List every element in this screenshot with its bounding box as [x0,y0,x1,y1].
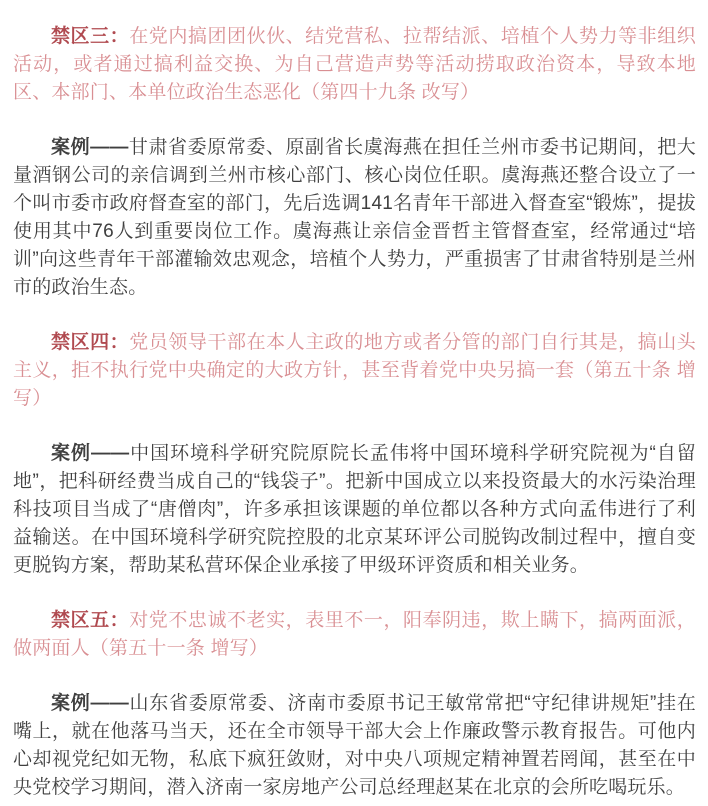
rule-paragraph [13,607,696,663]
case-label: 案例—— [51,443,130,464]
case-text: 甘肃省委原常委、原副省长虞海燕在担任兰州市委书记期间，把大量酒钢公司的亲信调到兰州市核心部门、核心岗位任职。虞海燕还整合设立了一个叫市委市政府督查室的部门，先后选调141名青年干部进入督查室“锻炼”，提拔使用其中76人到重要岗位工作。虞海燕让亲信金晋哲主管督查室，经常通过“培训”向这些青年干部灌输效忠观念，培植个人势力，严重损害了甘肃省特别是兰州市的政治生态。 [13,137,696,298]
case-paragraph [13,690,696,802]
case-text: 中国环境科学研究院原院长孟伟将中国环境科学研究院视为“自留地”，把科研经费当成自己的“钱袋子”。把新中国成立以来投资最大的水污染治理科技项目当成了“唐僧肉”，许多承担该课题的单位都以各种方式向孟伟进行了利益输送。在中国环境科学研究院控股的北京某环评公司脱钩改制过程中，擅自变更脱钩方案，帮助某私营环保企业承接了甲级环评资质和相关业务。 [13,443,696,576]
rule-label: 禁区四： [51,332,130,353]
rule-paragraph [13,23,696,107]
rule-label: 禁区三： [51,26,130,47]
rule-label: 禁区五： [51,610,130,631]
rule-text: 在党内搞团团伙伙、结党营私、拉帮结派、培植个人势力等非组织活动，或者通过搞利益交换、为自己营造声势等活动捞取政治资本，导致本地区、本部门、本单位政治生态恶化（第四十九条 改写） [13,26,696,103]
case-paragraph [13,134,696,302]
case-paragraph [13,440,696,580]
case-label: 案例—— [51,693,129,714]
case-text: 山东省委原常委、济南市委原书记王敏常常把“守纪律讲规矩”挂在嘴上，就在他落马当天，还在全市领导干部大会上作廉政警示教育报告。可他内心却视党纪如无物，私底下疯狂敛财，对中央八项规定精神置若罔闻，甚至在中央党校学习期间，潜入济南一家房地产公司总经理赵某在北京的会所吃喝玩乐。 [13,693,696,798]
rule-text: 对党不忠诚不老实，表里不一，阳奉阴违，欺上瞒下，搞两面派，做两面人（第五十一条 增写） [13,610,696,659]
rule-paragraph [13,329,696,413]
case-label: 案例—— [51,137,129,158]
rule-text: 党员领导干部在本人主政的地方或者分管的部门自行其是，搞山头主义，拒不执行党中央确定的大政方针，甚至背着党中央另搞一套（第五十条 增写） [13,332,696,409]
